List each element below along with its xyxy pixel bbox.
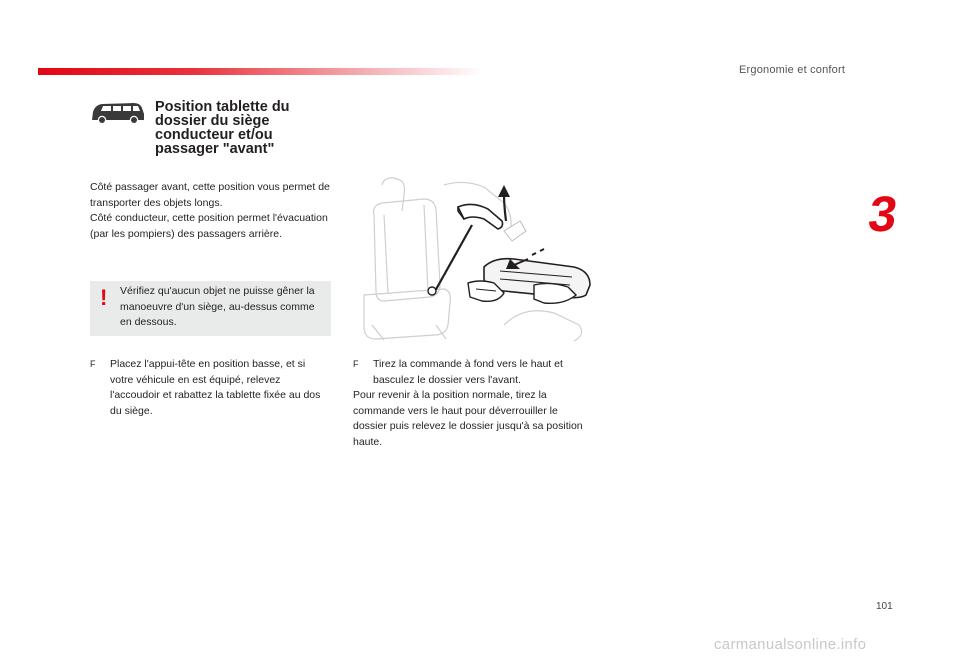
- header-accent-bar: [38, 68, 483, 75]
- intro-text: [90, 180, 330, 242]
- seat-illustration: [354, 175, 592, 342]
- step-pull-control: [353, 357, 588, 388]
- intro-passenger: Côté passager avant, cette position vous permet de transporter des objets longs.: [90, 181, 330, 209]
- intro-driver: Côté conducteur, cette position permet l'évacuation (par les pompiers) des passagers arrière.: [90, 212, 328, 240]
- return-instructions: Pour revenir à la position normale, tirez la commande vers le haut pour déverrouiller le dossier puis relevez le dossier jusqu'à sa position haute.: [353, 389, 583, 448]
- watermark: carmanualsonline.info: [714, 636, 867, 653]
- page-number: 101: [876, 601, 893, 612]
- step-bullet-icon: F: [90, 359, 96, 369]
- van-icon: [90, 100, 146, 126]
- chapter-number: 3: [865, 186, 901, 242]
- chapter-title: Ergonomie et confort: [739, 64, 846, 76]
- step-text: Tirez la commande à fond vers le haut et basculez le dossier vers l'avant.: [373, 358, 563, 386]
- warning-box: [90, 281, 331, 336]
- section-title: Position tablette du dossier du siège conducteur et/ou passager "avant": [155, 99, 290, 157]
- warning-text: Vérifiez qu'aucun objet ne puisse gêner la manoeuvre d'un siège, au-dessus comme en dessous.: [120, 285, 315, 328]
- step-headrest: [90, 357, 328, 419]
- step-text: Placez l'appui-tête en position basse, et si votre véhicule en est équipé, relevez l'accoudoir et rabattez la tablette fixée au dos du siège.: [110, 358, 321, 417]
- warning-icon: !: [100, 285, 108, 310]
- step-bullet-icon: F: [353, 359, 359, 369]
